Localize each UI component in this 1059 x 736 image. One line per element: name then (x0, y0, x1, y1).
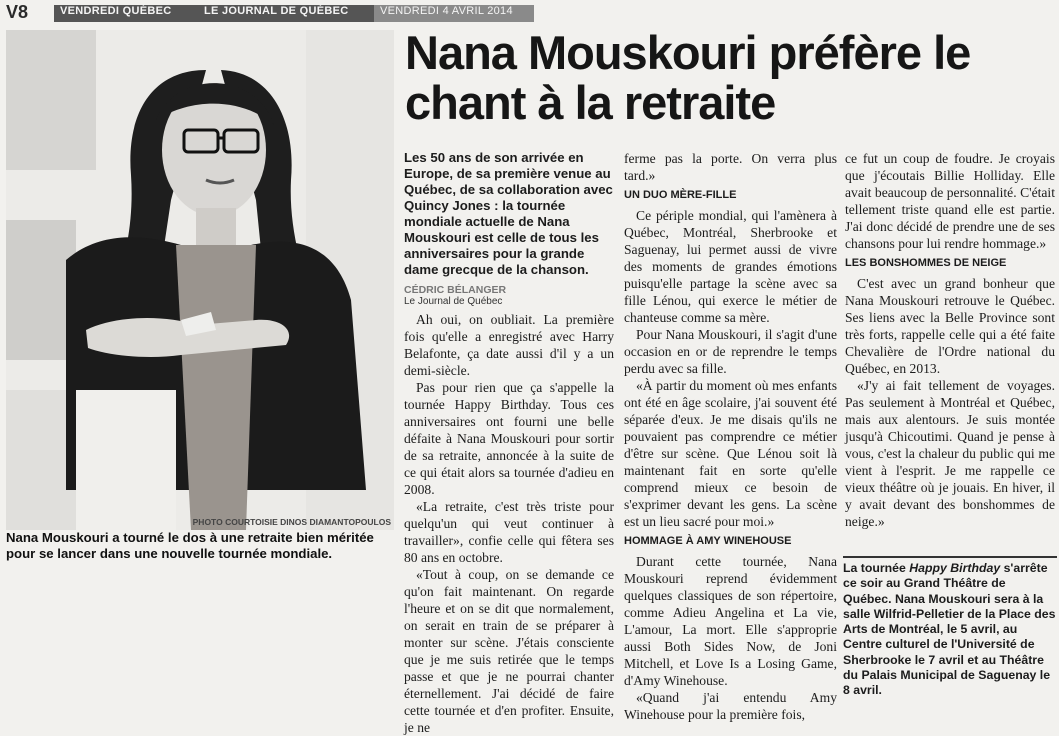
column-1 (404, 150, 614, 736)
paragraph: «Tout à coup, on se demande ce qu'on fait maintenant. On regarde l'heure et on se dit que normalement, on serait en train de se préparer à monter sur scène. J'étais consciente que je me suis retirée que le temps passe et que je ne pourrai chanter éternellement. J'ai décidé de faire cette tournée et d'en profiter. Ensuite, je ne (404, 567, 614, 735)
section-tag: VENDREDI QUÉBEC (54, 5, 201, 22)
info-text: s'arrête ce soir au Grand Théâtre de Québec. Nana Mouskouri sera à la salle Wilfrid-Pelletier de la Place des Arts de Montréal, le 5 avril, au Centre culturel de l'Université de Sherbrooke le 7 avril et au Théâtre du Palais Municipal de Saguenay le 8 avril. (843, 561, 1056, 698)
info-text: La tournée (843, 561, 910, 575)
paragraph: ce fut un coup de foudre. Je croyais que j'écoutais Billie Holliday. Elle avait beaucoup de personnalité. C'était tellement triste quand elle est partie. J'ai donc décidé de prendre une de ses chansons pour lui rendre hommage.» (845, 151, 1055, 251)
paragraph: Pas pour rien que ça s'appelle la tournée Happy Birthday. Tous ces anniversaires ont fourni une belle défaite à Nana Mouskouri pour sortir de sa retraite, annoncée à la suite de ce qui était alors sa tournée d'adieu en 2008. (404, 380, 614, 497)
author-name: CÉDRIC BÉLANGER (404, 284, 507, 296)
publication-tag: LE JOURNAL DE QUÉBEC (198, 5, 378, 22)
author-org: Le Journal de Québec (404, 296, 503, 307)
article-photo (6, 30, 394, 530)
paragraph: «La retraite, c'est très triste pour quelqu'un qui veut continuer à travailler», confie celle qui fêtera ses 80 ans en octobre. (404, 499, 614, 565)
column-3 (845, 150, 1055, 530)
paragraph: «Quand j'ai entendu Amy Winehouse pour la première fois, (624, 690, 837, 722)
photo-caption: Nana Mouskouri a tourné le dos à une retraite bien méritée pour se lancer dans une nouvelle tournée mondiale. (6, 530, 374, 561)
paragraph: ferme pas la porte. On verra plus tard.» (624, 151, 837, 183)
subhead-bonshommes: LES BONSHOMMES DE NEIGE (845, 257, 1007, 269)
subhead-hommage: HOMMAGE À AMY WINEHOUSE (624, 535, 792, 547)
date-tag: VENDREDI 4 AVRIL 2014 (374, 5, 534, 22)
paragraph: «J'y ai fait tellement de voyages. Pas seulement à Montréal et Québec, mais aux alentours. Je suis montée jusqu'à Chicoutimi. Quand je pense à vous, c'est la chaleur du public qui me vient à l'esprit. Je me rappelle ce vieux théâtre où je jouais. En hiver, il y avait devant des bonshommes de neige.» (845, 378, 1055, 529)
paragraph: Durant cette tournée, Nana Mouskouri reprend évidemment quelques classiques de son répertoire, comme Adieu Angelina et La vie, L'amour, La mort. Elle s'approprie aussi Both Sides Now, de Joni Mitchell, et Love Is a Losing Game, d'Amy Winehouse. (624, 554, 837, 688)
lede: Les 50 ans de son arrivée en Europe, de sa première venue au Québec, de sa collaboration avec Quincy Jones : la tournée mondiale actuelle de Nana Mouskouri est celle de tous les anniversaires pour la grande dame grecque de la chanson. (404, 150, 613, 277)
paragraph: Ah oui, on oubliait. La première fois qu'elle a enregistré avec Harry Belafonte, ça date aussi d'il y a un demi-siècle. (404, 312, 614, 378)
info-tour-title: Happy Birthday (909, 561, 1001, 575)
headline: Nana Mouskouri préfère le chant à la retraite (405, 26, 971, 129)
column-2 (624, 150, 837, 723)
tour-info-box (843, 556, 1057, 699)
paragraph: Ce périple mondial, qui l'amènera à Québec, Montréal, Sherbrooke et Saguenay, lui permet aussi de vivre des moments de grandes émotions puisqu'elle partage la scène avec sa fille Lénou, qui exerce le métier de chanteuse comme sa mère. (624, 208, 837, 325)
page-number: V8 (6, 2, 29, 22)
page-header (0, 0, 1059, 26)
photo-credit: PHOTO COURTOISIE DINOS DIAMANTOPOULOS (192, 517, 391, 527)
paragraph: «À partir du moment où mes enfants ont été en âge scolaire, j'ai souvent été séparée d'eux. Je me disais qu'ils ne pouvaient pas comprendre ce métier d'être sur scène. Que Lénou soit là maintenant fait en sorte qu'elle comprend mieux ce besoin de s'exprimer devant les gens. La scène est un lieu sacré pour moi.» (624, 378, 837, 529)
paragraph: Pour Nana Mouskouri, il s'agit d'une occasion en or de reprendre le temps perdu avec sa fille. (624, 327, 837, 376)
portrait-illustration (6, 30, 394, 530)
subhead-duo: UN DUO MÈRE-FILLE (624, 189, 737, 201)
paragraph: C'est avec un grand bonheur que Nana Mouskouri retrouve le Québec. Ses liens avec la Belle Province sont très forts, rappelle celle qui a été faite Chevalière de l'Ordre national du Québec, en 2013. (845, 276, 1055, 376)
